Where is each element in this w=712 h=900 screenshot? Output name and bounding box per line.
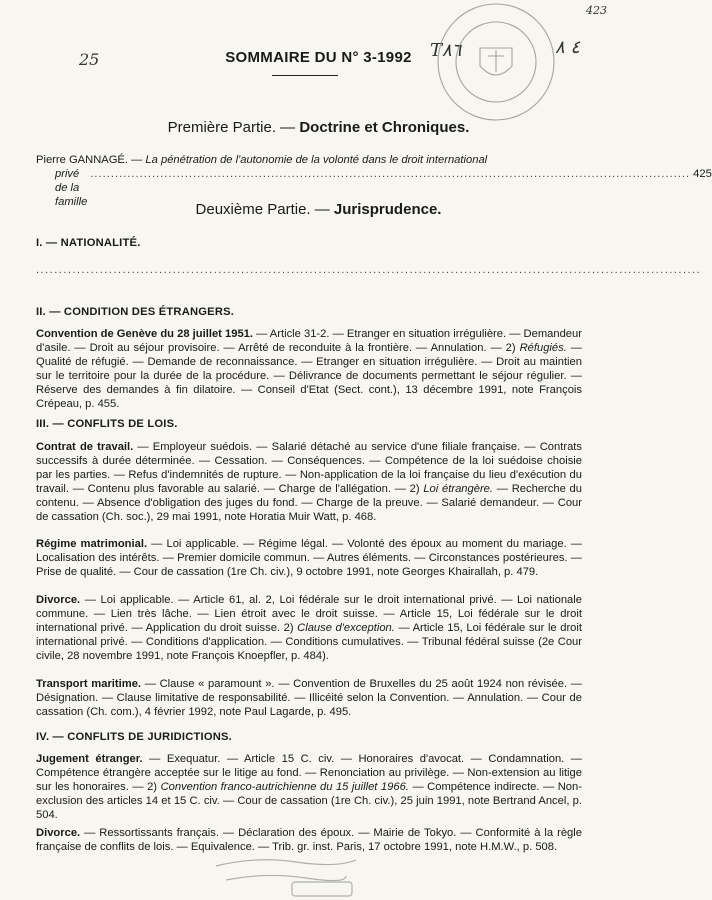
title-underline (272, 75, 338, 76)
part1-heading (0, 119, 637, 136)
section-conflits-juridictions: IV. — CONFLITS DE JURIDICTIONS. (36, 731, 232, 743)
entry-transport-maritime (36, 677, 582, 719)
leader-dots: .................................................................................................................................................. (90, 168, 691, 180)
entry-heading: Jugement étranger. (36, 753, 143, 765)
entry-italic: Clause d'exception. (297, 622, 395, 634)
section-nationalite: I. — NATIONALITÉ. (36, 237, 141, 249)
entry-text: — Article 31-2. — Etranger en situation irrégulière. — Demandeur d'asile. — Droit au séjour provisoire. — Arrêté de reconduite à la frontière. — Annulation. — 2) (36, 328, 582, 354)
entry-text-continued: — Recherche du contenu. — Absence d'obligation des juges du fond. — Charge de la preuve. — Salarié demandeur. — Cour de cassation (Ch. soc.), 29 mai 1991, note Horatia Muir Watt, p. 468. (36, 483, 582, 523)
article-author: Pierre GANNAGÉ. — (36, 154, 143, 166)
entry-divorce-tokyo (36, 826, 582, 854)
entry-heading: Contrat de travail. (36, 441, 134, 453)
part1-label: Première Partie. — (167, 119, 296, 136)
entry-text-continued: — Compétence indirecte. — Non-exclusion des articles 14 et 15 C. civ. — Cour de cassation (1re Ch. civ.), 25 juin 1991, note Bertrand Ancel, p. 504. (36, 781, 582, 821)
entry-text-continued: — Qualité de réfugié. — Demande de reconnaissance. — Etranger en situation irrégulière. — Droit au maintien sur le territoire pour la durée de la procédure. — Délivrance de documents permettant le séjour régulier. — Réserve des demandes à fin dilatoire. — Conseil d'Etat (Sect. cont.), 13 décembre 1991, note François Crépeau, p. 455. (36, 342, 582, 410)
entry-convention-geneve (36, 327, 582, 411)
entry-italic: Réfugiés. (519, 342, 567, 354)
entry-text-continued: — Article 15, Loi fédérale sur le droit international privé. — Conditions d'application. — Conditions cumulatives. — Tribunal fédéral suisse (2e Cour civile, 28 novembre 1991, note François Knoepfler, p. 484). (36, 622, 582, 662)
article-title-line1: La pénétration de l'autonomie de la volonté dans le droit international (145, 154, 488, 166)
entry-divorce-suisse (36, 593, 582, 663)
summary-title: SOMMAIRE DU N° 3-1992 (225, 49, 412, 66)
handwritten-page-number: 423 (586, 4, 607, 17)
section-condition-etrangers: II. — CONDITION DES ÉTRANGERS. (36, 306, 235, 318)
handwritten-number-left: 25 (79, 50, 100, 69)
entry-italic: Convention franco-autrichienne du 15 juillet 1966. (160, 781, 409, 793)
entry-heading: Transport maritime. (36, 678, 142, 690)
entry-text: — Ressortissants français. — Déclaration des époux. — Mairie de Tokyo. — Conformité à la règle française de conflits de lois. — Equivalence. — Trib. gr. inst. Paris, 17 octobre 1991, note H.M.W., p. 508. (36, 827, 582, 853)
part1-title: Doctrine et Chroniques. (299, 119, 470, 136)
handwritten-code-right: ٤ ٨ (555, 37, 581, 58)
library-stamp-icon (196, 852, 366, 898)
entry-heading: Régime matrimonial. (36, 538, 148, 550)
entry-italic: Loi étrangère. (423, 483, 494, 495)
entry-heading: Convention de Genève du 28 juillet 1951. (36, 328, 253, 340)
entry-heading: Divorce. (36, 827, 81, 839)
entry-contrat-travail (36, 440, 582, 524)
part2-label: Deuxième Partie. — (195, 201, 330, 218)
entry-jugement-etranger (36, 752, 582, 822)
entry-text: — Exequatur. — Article 15 C. civ. — Honoraires d'avocat. — Condamnation. — Compétence étrangère acceptée sur le litige au fond. — Renonciation au privilège. — Non-extension au litige sur les honoraires. — 2) (36, 753, 582, 793)
entry-text: — Employeur suédois. — Salarié détaché au service d'une filiale française. — Contrats successifs à durée déterminée. — Cessation. — Conséquences. — Compétence de la loi suédoise choisie par les parties. — Refus d'indemnités de rupture. — Non-application de la loi française du lieu d'exécution du travail. — Contenu plus favorable au salarié. — Charge de l'allégation. — 2) (36, 441, 582, 495)
handwritten-code-mid: T٨٦ (430, 40, 462, 61)
entry-heading: Divorce. (36, 594, 81, 606)
entry-text: — Clause « paramount ». — Convention de Bruxelles du 25 août 1924 non révisée. — Désignation. — Clause limitative de responsabilité. — Illicéité selon la Convention. — Annulation. — Cour de cassation (Ch. com.), 4 février 1992, note Paul Lagarde, p. 495. (36, 678, 582, 718)
part2-heading (0, 201, 637, 218)
article-page: 425 (693, 168, 712, 180)
section-conflits-lois: III. — CONFLITS DE LOIS. (36, 418, 178, 430)
empty-section-dots: .................................................................................................................................................. (36, 264, 702, 276)
entry-text: — Loi applicable. — Article 61, al. 2, Loi fédérale sur le droit international privé. — Loi nationale commune. — Lien très lâche. — Lien étroit avec le droit suisse. — Article 15, Loi fédérale sur le droit international privé. — Application du droit suisse. 2) (36, 594, 582, 634)
entry-regime-matrimonial (36, 537, 582, 579)
entry-text: — Loi applicable. — Régime légal. — Volonté des époux au moment du mariage. — Localisation des intérêts. — Premier domicile commun. — Autres éléments. — Circonstances postérieures. — Prise de qualité. — Cour de cassation (1re Ch. civ.), 9 octobre 1991, note Georges Khairallah, p. 479. (36, 538, 582, 578)
article-title-line2: privé de la famille (55, 168, 88, 208)
part2-title: Jurisprudence. (333, 201, 442, 218)
